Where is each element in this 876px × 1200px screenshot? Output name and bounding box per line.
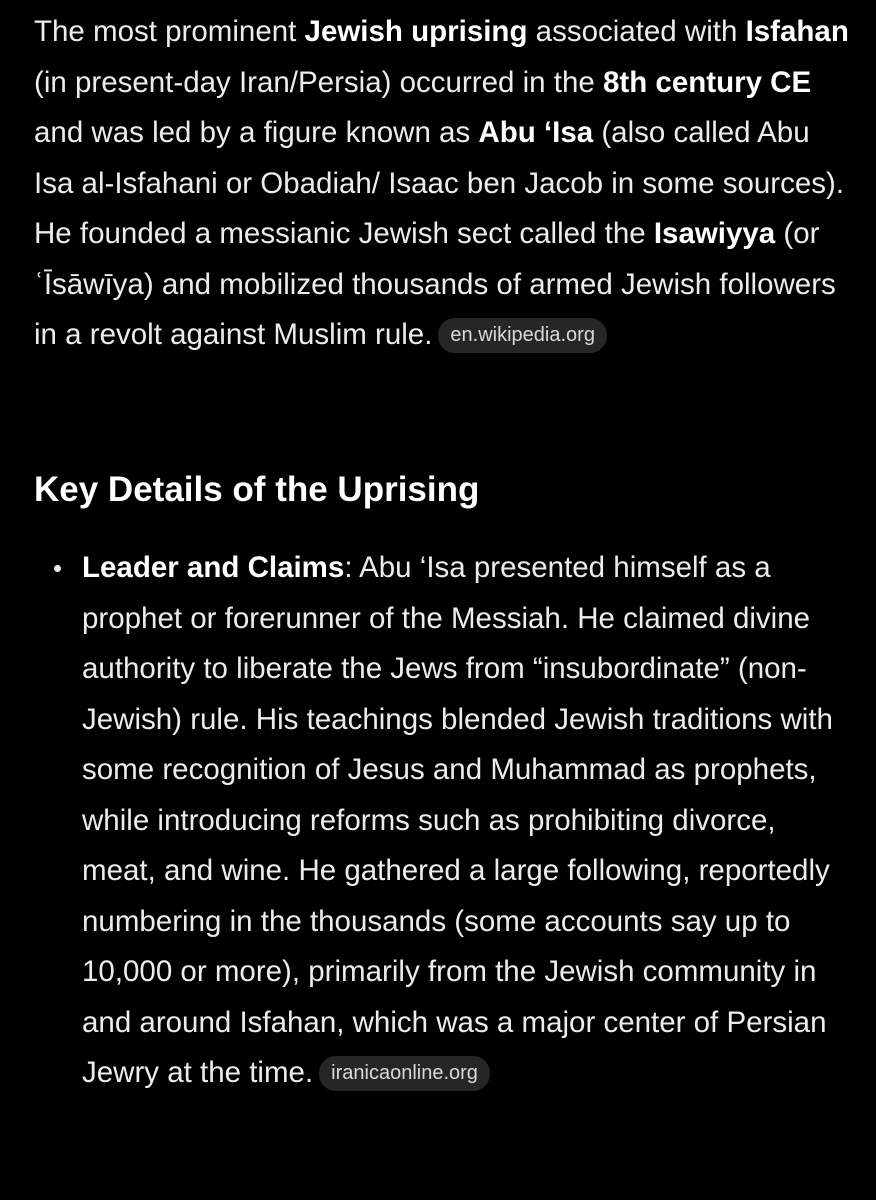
intro-bold-term: 8th century CE	[602, 65, 812, 99]
intro-text: (in present-day Iran/Persia) occurred in the	[34, 65, 603, 99]
source-citation-chip[interactable]: en.wikipedia.org	[438, 318, 607, 353]
intro-paragraph	[34, 7, 854, 361]
details-list	[0, 543, 876, 1099]
intro-bold-term: Jewish uprising	[304, 15, 528, 48]
bullet-icon	[54, 565, 61, 572]
intro-text: (also called Abu Isa al-Isfahani or Obadiah/ Isaac ben Jacob in some sources). He founded a messianic Jewish sect called the	[34, 116, 845, 250]
list-item-text: : Abu ‘Isa presented himself as a prophet or forerunner of the Messiah. He claimed divine authority to liberate the Jews from “insubordinate” (non-Jewish) rule. His teachings blended Jewish traditions with some recognition of Jesus and Muhammad as prophets, while introducing reforms such as prohibiting divorce, meat, and wine. He gathered a large following, reportedly numbering in the thousands (some accounts say up to 10,000 or more), primarily from the Jewish community in and around Isfahan, which was a major center of Persian Jewry at the time.	[82, 551, 833, 1089]
intro-text: The most prominent	[34, 15, 305, 48]
intro-bold-term: Abu ‘Isa	[478, 116, 594, 149]
intro-bold-term: Isfahan	[745, 15, 849, 48]
source-citation-chip[interactable]: iranicaonline.org	[319, 1056, 490, 1091]
list-item-title: Leader and Claims	[82, 551, 345, 584]
intro-text: and was led by a figure known as	[34, 116, 479, 149]
intro-text: associated with	[527, 15, 746, 48]
intro-bold-term: Isawiyya	[653, 217, 776, 250]
intro-text: (or ʿĪsāwīya) and mobilized thousands of armed Jewish followers in a revolt against Muslim rule.	[34, 217, 836, 351]
section-heading: Key Details of the Uprising	[34, 470, 480, 509]
list-item	[0, 543, 876, 1099]
